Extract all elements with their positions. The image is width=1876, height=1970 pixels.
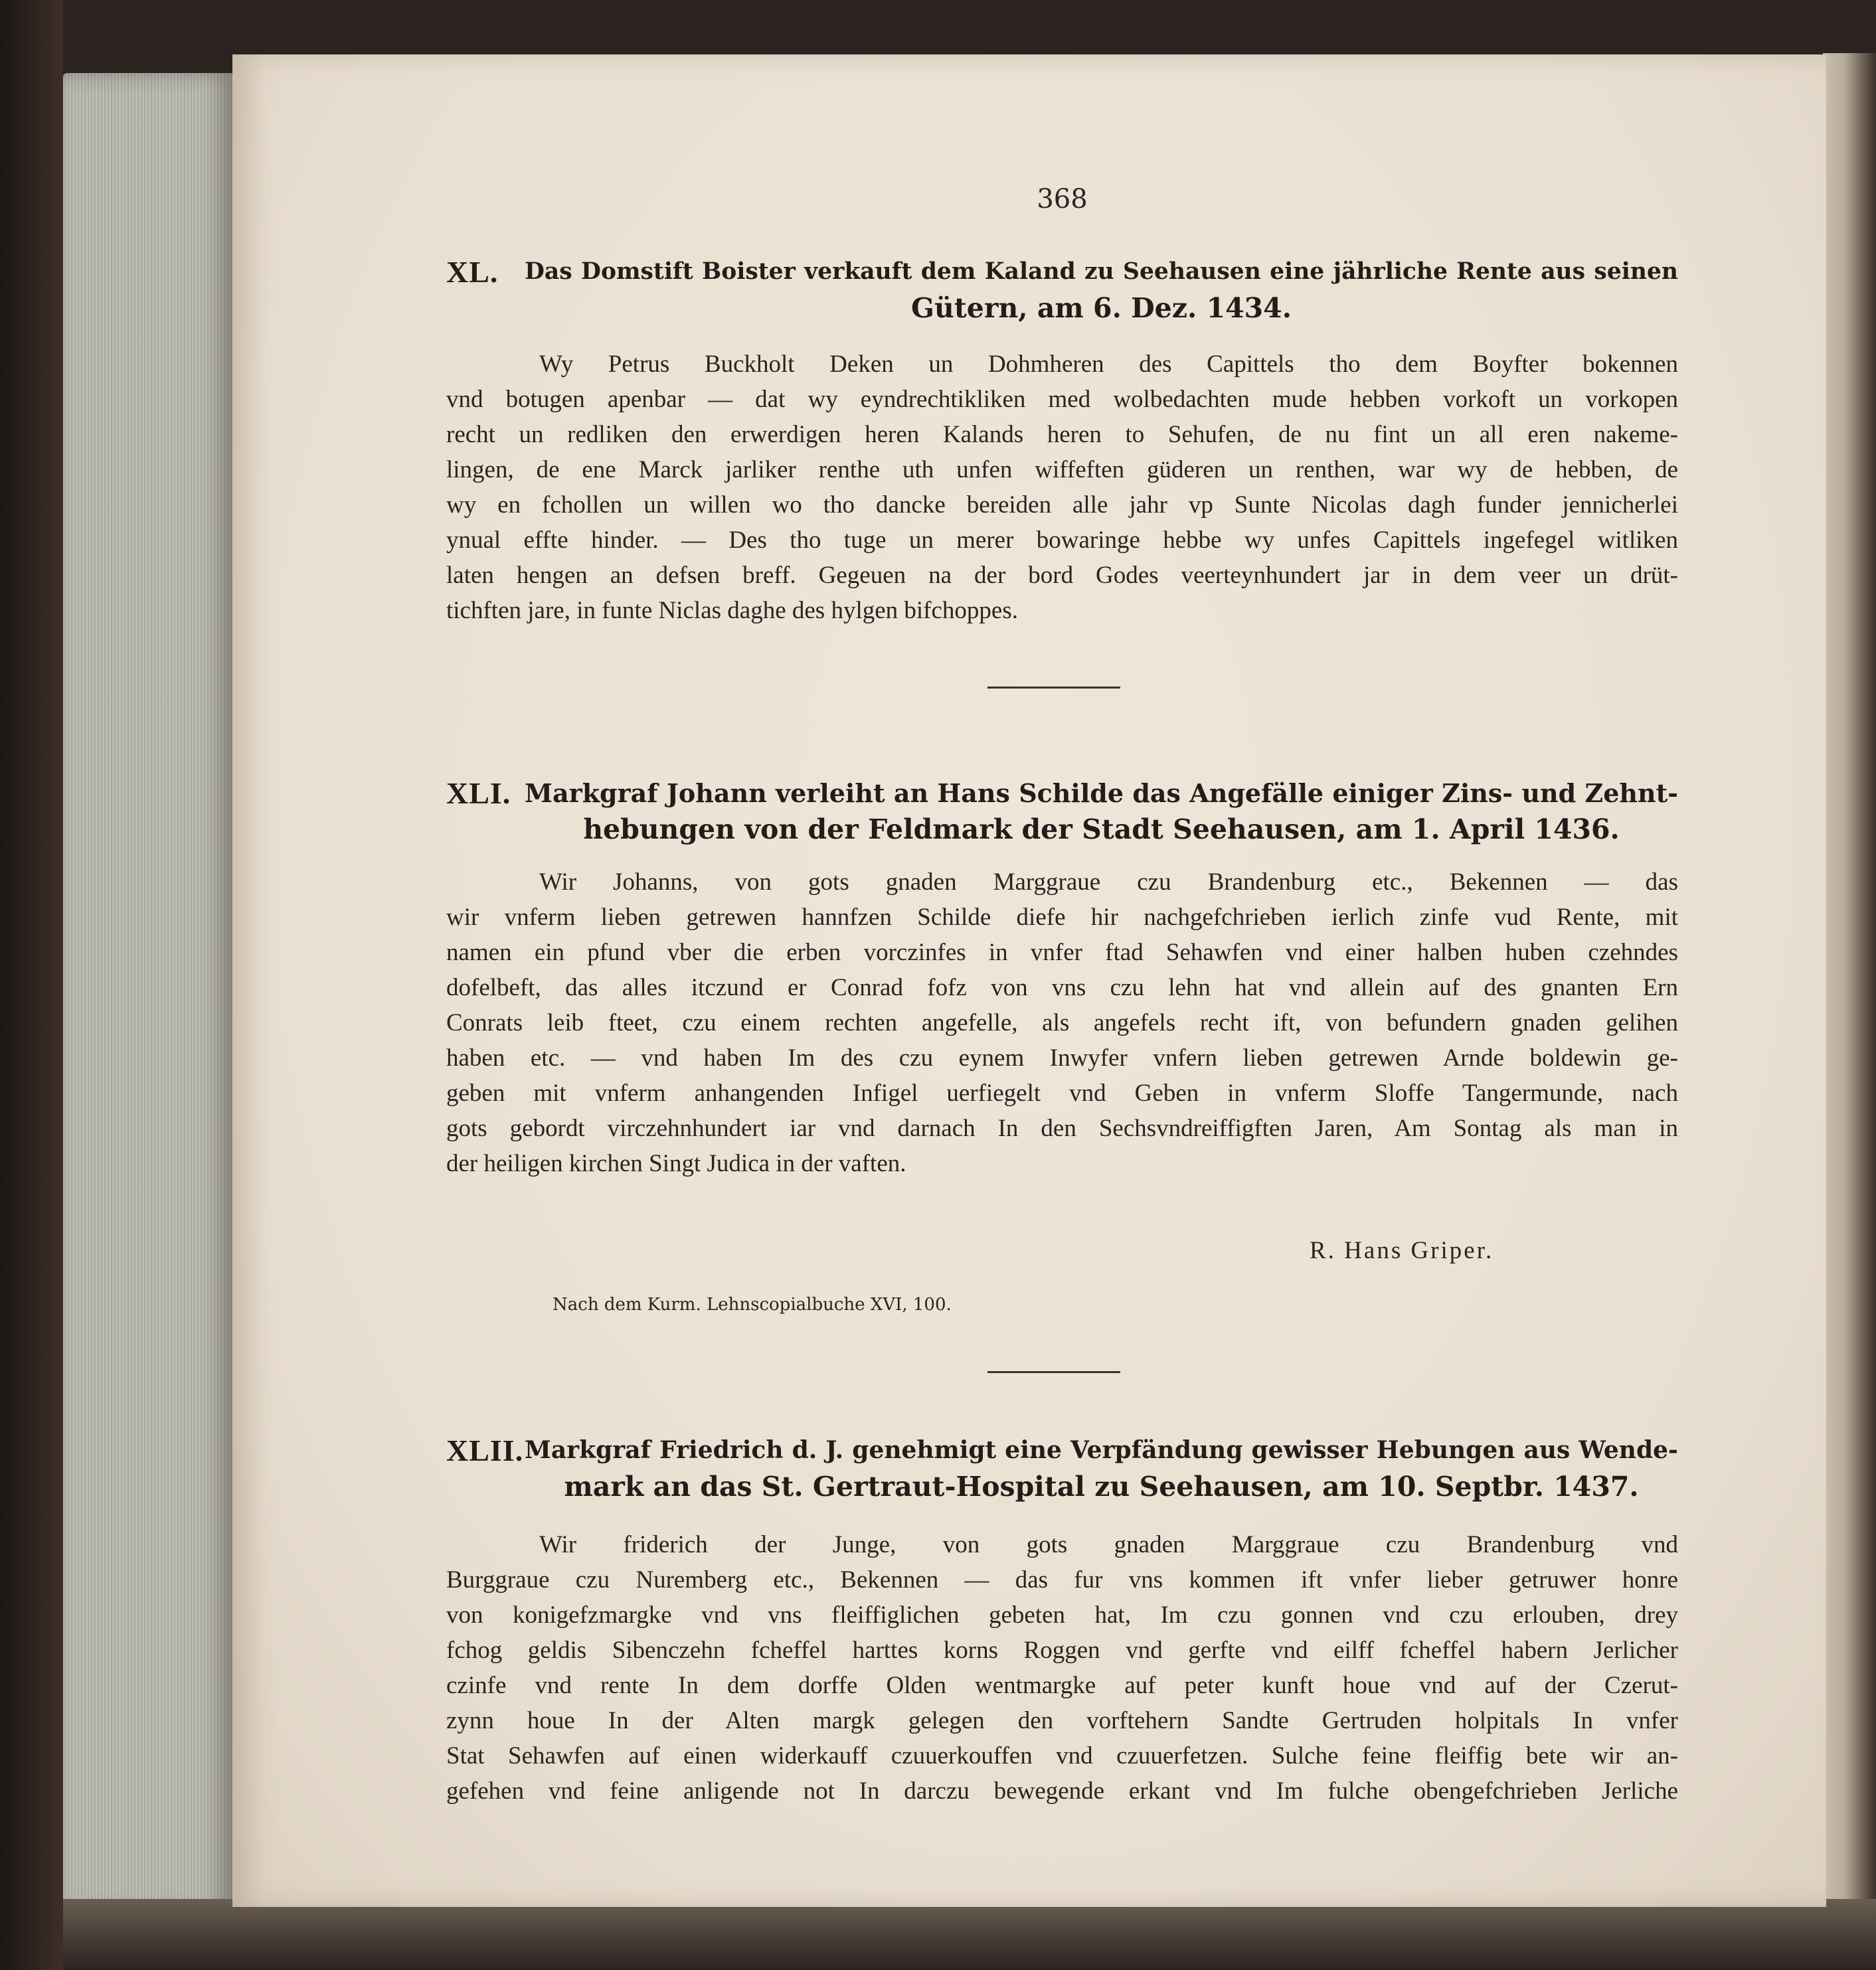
doc-number-xl: XL.: [446, 255, 499, 289]
page-edges: [63, 73, 232, 1912]
book-page: [232, 54, 1826, 1907]
body-line: wy en fchollen un willen wo tho dancke bereiden alle jahr vp Sunte Nicolas dagh funder jennicherlei: [446, 491, 1678, 519]
body-line: haben etc. — vnd haben Im des czu eynem Inwyfer vnfern lieben getrewen Arnde boldewin ge-: [446, 1044, 1678, 1072]
bottom-shadow: [63, 1899, 1876, 1970]
body-line: wir vnferm lieben getrewen hannfzen Schilde diefe hir nachgefchrieben ierlich zinfe vud Rente, mit: [446, 904, 1678, 931]
body-line: Burggraue czu Nuremberg etc., Bekennen — das fur vns kommen ift vnfer lieber getruwer honre: [446, 1566, 1678, 1594]
doc-heading-xlii: [446, 1432, 1678, 1505]
section-divider: [987, 1371, 1120, 1373]
body-line: dofelbeft, das alles itczund er Conrad fofz von vns czu lehn hat vnd allein auf des gnanten Ern: [446, 974, 1678, 1001]
doc-number-xlii: XLII.: [446, 1434, 524, 1467]
body-line: recht un redliken den erwerdigen heren Kalands heren to Sehufen, de nu fint un all eren nakeme-: [446, 421, 1678, 448]
body-line: geben mit vnferm anhangenden Infigel uerfiegelt vnd Geben in vnferm Sloffe Tangermunde, nach: [446, 1080, 1678, 1107]
body-line: ynual effte hinder. — Des tho tuge un merer bowaringe hebbe wy unfes Capittels ingefegel witliken: [446, 527, 1678, 554]
doc-title-xli: [525, 775, 1678, 848]
doc-body-xl: [446, 347, 1678, 628]
doc-heading-xl: [446, 254, 1678, 327]
book-cover-edge: [0, 0, 63, 1970]
doc-title-xl: [525, 254, 1678, 327]
doc-heading-xli: [446, 775, 1678, 848]
body-line: Wir Johanns, von gots gnaden Marggraue czu Brandenburg etc., Bekennen — das: [539, 868, 1678, 896]
doc-title-line: Markgraf Friedrich d. J. genehmigt eine Verpfändung gewisser Hebungen aus Wende-: [525, 1436, 1678, 1464]
doc-title-line: Das Domstift Boister verkauft dem Kaland zu Seehausen eine jährliche Rente aus seinen: [525, 258, 1678, 285]
doc-body-xli: [446, 864, 1678, 1181]
body-line: Conrats leib fteet, czu einem rechten angefelle, als angefels recht ift, von befundern gnaden gelihen: [446, 1009, 1678, 1036]
doc-body-xlii: [446, 1527, 1678, 1809]
doc-title-line: Gütern, am 6. Dez. 1434.: [911, 292, 1292, 324]
doc-title-line: Markgraf Johann verleiht an Hans Schilde das Angefälle einiger Zins- und Zehnt-: [525, 778, 1678, 808]
body-line: fchog geldis Sibenczehn fcheffel harttes korns Roggen vnd gerfte vnd eilff fcheffel habern Jerlicher: [446, 1637, 1678, 1664]
body-line: der heiligen kirchen Singt Judica in der vaften.: [446, 1150, 906, 1177]
body-line: laten hengen an defsen breff. Gegeuen na der bord Godes veerteynhundert jar in dem veer un drüt-: [446, 562, 1678, 589]
body-line: tichften jare, in funte Niclas daghe des hylgen bifchoppes.: [446, 597, 1018, 624]
source-note: Nach dem Kurm. Lehnscopialbuche XVI, 100.: [553, 1295, 952, 1315]
body-line: gots gebordt virczehnhundert iar vnd darnach In den Sechsvndreiffigften Jaren, Am Sontag als man in: [446, 1115, 1678, 1142]
body-line: Stat Sehawfen auf einen widerkauff czuuerkouffen vnd czuuerfetzen. Sulche feine fleiffig bete wir an-: [446, 1742, 1678, 1769]
doc-number-xli: XLI.: [446, 776, 511, 810]
signature: R. Hans Griper.: [1310, 1237, 1494, 1264]
body-line: von konigefzmargke vnd vns fleiffiglichen gebeten hat, Im czu gonnen vnd czu erlouben, drey: [446, 1601, 1678, 1629]
facing-page-edge: [1823, 53, 1876, 1912]
section-divider: [987, 687, 1120, 689]
body-line: zynn houe In der Alten margk gelegen den vorftehern Sandte Gertruden holpitals In vnfer: [446, 1707, 1678, 1734]
doc-title-line: hebungen von der Feldmark der Stadt Seehausen, am 1. April 1436.: [583, 813, 1620, 845]
body-line: czinfe vnd rente In dem dorffe Olden wentmargke auf peter kunft houe vnd auf der Czerut-: [446, 1672, 1678, 1699]
doc-title-line: mark an das St. Gertraut-Hospital zu Seehausen, am 10. Septbr. 1437.: [564, 1471, 1639, 1503]
page-number: 368: [1037, 184, 1088, 214]
body-line: Wir friderich der Junge, von gots gnaden Marggraue czu Brandenburg vnd: [539, 1531, 1678, 1558]
body-line: lingen, de ene Marck jarliker renthe uth unfen wiffeften güderen un renthen, war wy de hebben, de: [446, 456, 1678, 483]
body-line: vnd botugen apenbar — dat wy eyndrechtikliken med wolbedachten mude hebben vorkoft un vorkopen: [446, 386, 1678, 413]
body-line: Wy Petrus Buckholt Deken un Dohmheren des Capittels tho dem Boyfter bokennen: [539, 351, 1678, 378]
body-line: namen ein pfund vber die erben vorczinfes in vnfer ftad Sehawfen vnd einer halben huben czehndes: [446, 939, 1678, 966]
body-line: gefehen vnd feine anligende not In darczu bewegende erkant vnd Im fulche obengefchrieben Jerliche: [446, 1777, 1678, 1805]
doc-title-xlii: [525, 1432, 1678, 1505]
